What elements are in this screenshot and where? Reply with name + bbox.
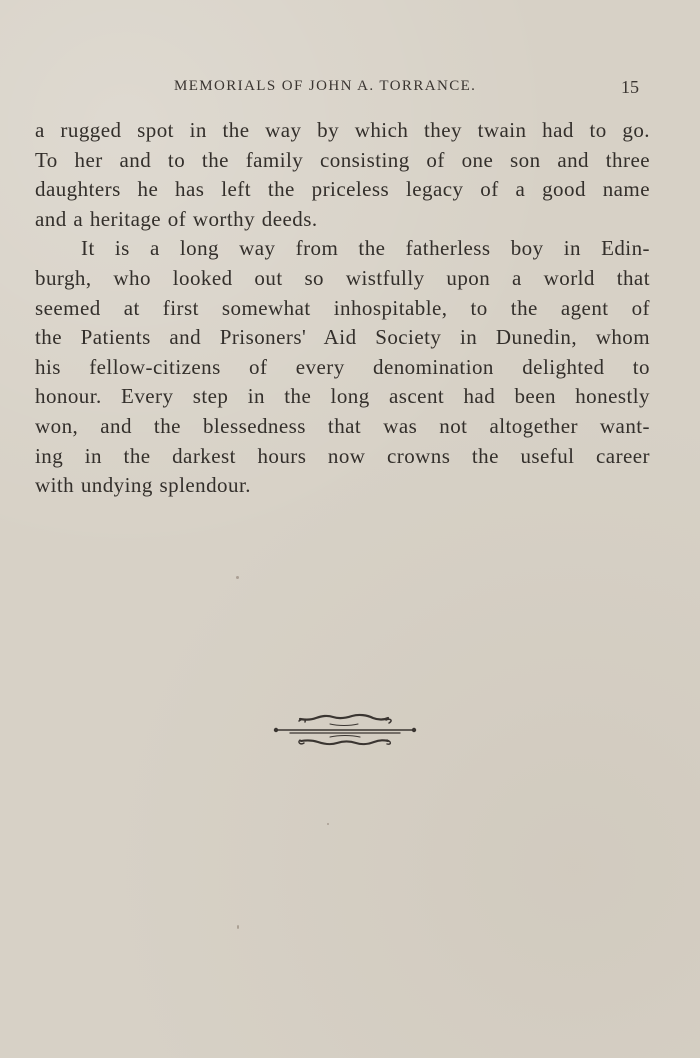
running-header [0,78,700,102]
scroll-divider-icon [270,710,420,750]
body-text [35,116,650,501]
text-line-10: honour. Every step in the long ascent had been honestly [35,384,650,409]
text-line-8: the Patients and Prisoners' Aid Society in Dunedin, whom [35,325,650,350]
text-line-4: and a heritage of worthy deeds. [35,206,318,231]
text-line-7: seemed at first somewhat inhospitable, to the agent of [35,295,650,320]
text-line-5: It is a long way from the fatherless boy in Edin- [81,236,650,261]
text-line-2: To her and to the family consisting of one son and three [35,147,650,172]
text-line-12: ing in the darkest hours now crowns the useful career [35,443,650,468]
running-title: MEMORIALS OF JOHN A. TORRANCE. [174,78,477,94]
page-number: 15 [621,77,639,97]
text-line-1: a rugged spot in the way by which they twain had to go. [35,118,650,142]
text-line-9: his fellow-citizens of every denomination delighted to [35,354,650,379]
paper-speck [327,823,329,825]
text-line-13: with undying splendour. [35,473,251,498]
text-line-6: burgh, who looked out so wistfully upon a world that [35,265,650,290]
paper-speck [237,925,239,929]
paper-speck [236,576,239,579]
text-line-3: daughters he has left the priceless legacy of a good name [35,177,650,202]
text-line-11: won, and the blessedness that was not altogether want- [35,413,650,438]
